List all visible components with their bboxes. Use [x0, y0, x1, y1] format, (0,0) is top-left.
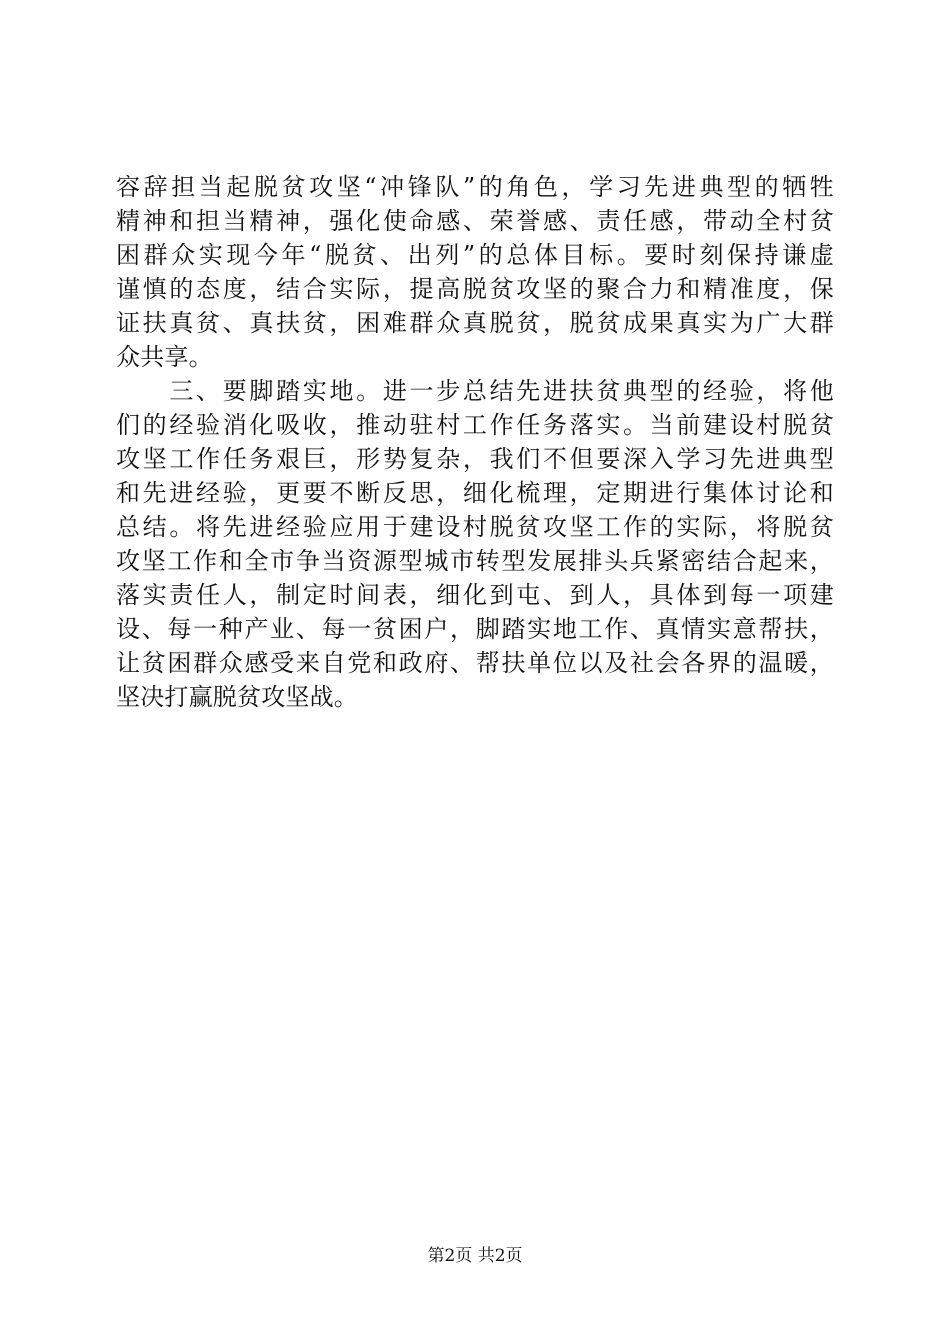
page-footer	[0, 1245, 950, 1267]
text-line: 众共享。	[116, 343, 213, 371]
text-line: 坚决打赢脱贫攻坚战。	[116, 683, 358, 711]
text-line: 谨慎的态度，结合实际，提高脱贫攻坚的聚合力和精准度，保	[116, 275, 834, 303]
text-line: 们的经验消化吸收，推动驻村工作任务落实。当前建设村脱贫	[116, 411, 834, 439]
text-line: 精神和担当精神，强化使命感、荣誉感、责任感，带动全村贫	[116, 207, 834, 235]
page-number-label: 第2页 共2页	[427, 1246, 523, 1266]
document-body	[116, 170, 834, 714]
text-line: 总结。将先进经验应用于建设村脱贫攻坚工作的实际，将脱贫	[116, 513, 834, 541]
text-line: 设、每一种产业、每一贫困户，脚踏实地工作、真情实意帮扶，	[116, 615, 834, 643]
text-line: 和先进经验，更要不断反思，细化梳理，定期进行集体讨论和	[116, 479, 834, 507]
text-line: 容辞担当起脱贫攻坚“冲锋队”的角色，学习先进典型的牺牲	[116, 173, 834, 201]
text-line: 落实责任人，制定时间表，细化到屯、到人，具体到每一项建	[116, 581, 834, 609]
text-line: 三、要脚踏实地。进一步总结先进扶贫典型的经验，将他	[116, 377, 834, 405]
text-line: 让贫困群众感受来自党和政府、帮扶单位以及社会各界的温暖，	[116, 649, 834, 677]
text-line: 攻坚工作和全市争当资源型城市转型发展排头兵紧密结合起来，	[116, 547, 834, 575]
text-line: 困群众实现今年“脱贫、出列”的总体目标。要时刻保持谦虚	[116, 241, 834, 269]
text-line: 证扶真贫、真扶贫，困难群众真脱贫，脱贫成果真实为广大群	[116, 309, 834, 337]
text-line: 攻坚工作任务艰巨，形势复杂，我们不但要深入学习先进典型	[116, 445, 834, 473]
